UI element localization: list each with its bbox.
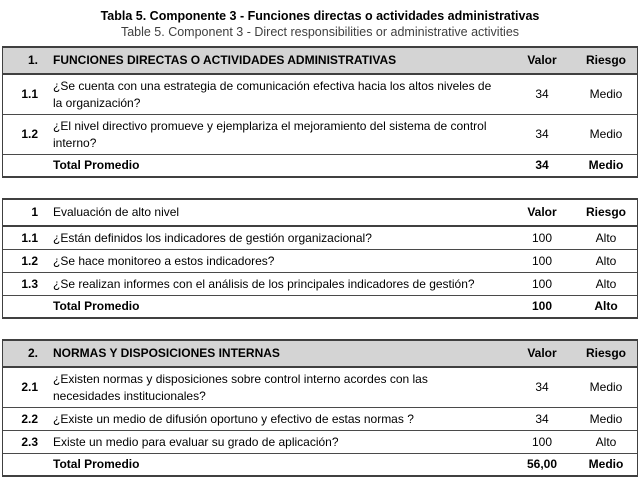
section-heading: Evaluación de alto nivel: [53, 205, 180, 219]
section-number: 1.: [27, 53, 38, 67]
row-riesgo: Alto: [595, 276, 617, 291]
row-number: 2.1: [21, 380, 38, 394]
column-header-riesgo: Riesgo: [585, 205, 626, 219]
row-number: 1.1: [21, 87, 38, 101]
column-header-valor: Valor: [527, 205, 557, 219]
total-label: Total Promedio: [53, 299, 140, 313]
section-rows: [3, 75, 637, 155]
row-valor: 100: [531, 253, 553, 268]
section-heading: FUNCIONES DIRECTAS O ACTIVIDADES ADMINISTRATIVAS: [53, 53, 397, 67]
row-valor: 100: [531, 230, 553, 245]
row-riesgo: Medio: [589, 87, 623, 101]
section-number: 1: [31, 205, 38, 219]
table-title-es: Tabla 5. Componente 3 - Funciones directas o actividades administrativas: [100, 9, 540, 23]
row-valor: 34: [535, 127, 549, 141]
total-label: Total Promedio: [53, 158, 140, 172]
table-row: [3, 408, 637, 431]
table-title-en: Table 5. Component 3 - Direct responsibilities or administrative activities: [120, 25, 520, 39]
section-heading: NORMAS Y DISPOSICIONES INTERNAS: [53, 346, 280, 360]
table-sections: [2, 46, 638, 477]
total-riesgo: Alto: [594, 299, 618, 313]
table-row: [3, 227, 637, 250]
row-valor: 34: [535, 87, 549, 101]
row-riesgo: Alto: [595, 230, 617, 245]
section-rows: [3, 368, 637, 454]
row-number: 1.2: [21, 127, 38, 141]
row-question: ¿Están definidos los indicadores de gestión organizacional?: [53, 230, 372, 245]
total-row: [3, 296, 637, 319]
total-label: Total Promedio: [53, 457, 140, 471]
row-riesgo: Medio: [589, 127, 623, 141]
section-rows: [3, 227, 637, 296]
total-riesgo: Medio: [588, 457, 624, 471]
column-header-riesgo: Riesgo: [585, 53, 626, 67]
table-section: [2, 198, 638, 319]
section-header-row: [3, 339, 637, 368]
row-valor: 34: [535, 411, 549, 426]
row-number: 1.3: [21, 276, 38, 291]
section-number: 2.: [27, 346, 38, 360]
row-valor: 100: [531, 276, 553, 291]
total-riesgo: Medio: [588, 158, 624, 172]
row-valor: 34: [535, 380, 549, 394]
row-question: ¿Existen normas y disposiciones sobre control interno acordes con las necesidades institucionales?: [53, 371, 428, 403]
row-number: 1.1: [21, 230, 38, 245]
row-riesgo: Medio: [589, 380, 623, 394]
column-header-valor: Valor: [527, 53, 557, 67]
row-question: ¿Se realizan informes con el análisis de los principales indicadores de gestión?: [53, 276, 475, 291]
total-valor: 34: [535, 158, 549, 172]
row-number: 2.3: [21, 434, 38, 449]
total-valor: 56,00: [526, 457, 558, 471]
row-question: ¿El nivel directivo promueve y ejemplariza el mejoramiento del sistema de control interno?: [53, 118, 487, 150]
table-row: [3, 273, 637, 296]
table-row: [3, 368, 637, 408]
total-row: [3, 454, 637, 477]
row-number: 1.2: [21, 253, 38, 268]
table-row: [3, 431, 637, 454]
section-header-row: [3, 46, 637, 75]
row-riesgo: Alto: [595, 253, 617, 268]
table-row: [3, 115, 637, 155]
row-question: ¿Existe un medio de difusión oportuno y efectivo de estas normas ?: [53, 411, 414, 426]
row-riesgo: Medio: [589, 411, 623, 426]
total-valor: 100: [531, 299, 553, 313]
section-header-row: [3, 198, 637, 227]
row-question: ¿Se hace monitoreo a estos indicadores?: [53, 253, 275, 268]
row-number: 2.2: [21, 411, 38, 426]
column-header-riesgo: Riesgo: [585, 346, 626, 360]
row-riesgo: Alto: [595, 434, 617, 449]
table-section: [2, 46, 638, 178]
table-row: [3, 75, 637, 115]
row-question: Existe un medio para evaluar su grado de aplicación?: [53, 434, 339, 449]
total-row: [3, 155, 637, 178]
column-header-valor: Valor: [527, 346, 557, 360]
row-valor: 100: [531, 434, 553, 449]
table-row: [3, 250, 637, 273]
table-section: [2, 339, 638, 477]
row-question: ¿Se cuenta con una estrategia de comunicación efectiva hacia los altos niveles de la organización?: [53, 78, 492, 110]
